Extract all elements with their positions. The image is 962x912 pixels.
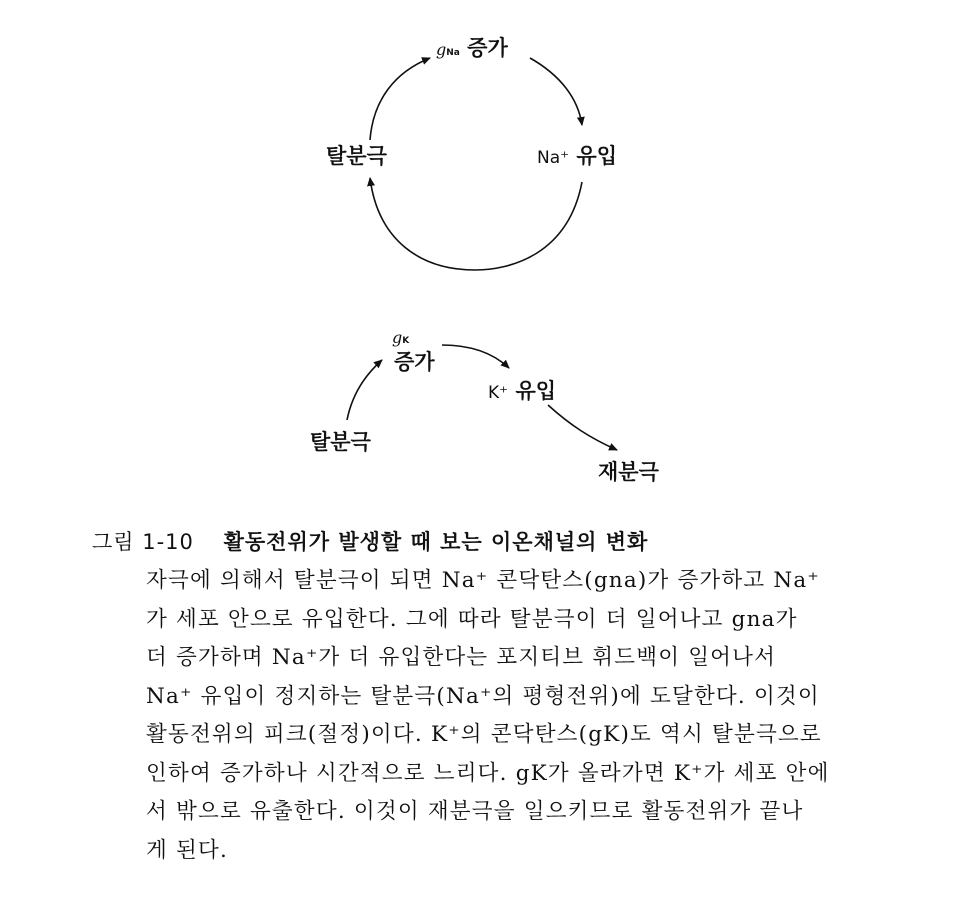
gna-increase-label: gNa 증가	[436, 36, 508, 60]
caption-line: 게 된다.	[146, 837, 228, 863]
caption-line: 서 밖으로 유출한다. 이것이 재분극을 일으키므로 활동전위가 끝나	[146, 799, 804, 824]
caption-line: 더 증가하며 Na⁺가 더 유입한다는 포지티브 휘드백이 일어나서	[146, 645, 777, 670]
k-influx-label: K⁺ 유입	[488, 379, 557, 403]
arrow-gna-to-na-influx	[530, 58, 582, 125]
arrow-depolarization-to-gk	[347, 360, 382, 420]
caption-line: 인하여 증가하나 시간적으로 느리다. gK가 올라가면 K⁺가 세포 안에	[146, 760, 830, 786]
repolarization-label: 재분극	[598, 460, 659, 484]
arrow-k-influx-to-repolarization	[548, 405, 617, 450]
caption-line: Na⁺ 유입이 정지하는 탈분극(Na⁺의 평형전위)에 도달한다. 이것이	[146, 683, 820, 709]
figure-number: 그림 1-10	[92, 530, 194, 554]
arrow-na-influx-to-depolarization	[370, 178, 582, 270]
caption-line: 자극에 의해서 탈분극이 되면 Na⁺ 콘닥탄스(gna)가 증가하고 Na⁺	[146, 568, 820, 593]
gk-symbol: gK	[392, 328, 410, 347]
caption-line: 활동전위의 피크(절정)이다. K⁺의 콘닥탄스(gK)도 역시 탈분극으로	[146, 722, 822, 747]
gk-increase-label: 증가	[394, 350, 435, 374]
cycle-depolarization-label: 탈분극	[326, 144, 387, 168]
arrow-gk-to-k-influx	[442, 345, 509, 368]
caption-body	[146, 562, 936, 870]
figure-caption	[92, 526, 648, 556]
na-influx-label: Na⁺ 유입	[537, 144, 617, 168]
figure-title: 활동전위가 발생할 때 보는 이온채널의 변화	[223, 530, 649, 554]
arrow-depolarization-to-gna	[370, 58, 430, 140]
caption-line: 가 세포 안으로 유입한다. 그에 따라 탈분극이 더 일어나고 gna가	[146, 606, 798, 632]
chain-depolarization-label: 탈분극	[310, 430, 371, 454]
